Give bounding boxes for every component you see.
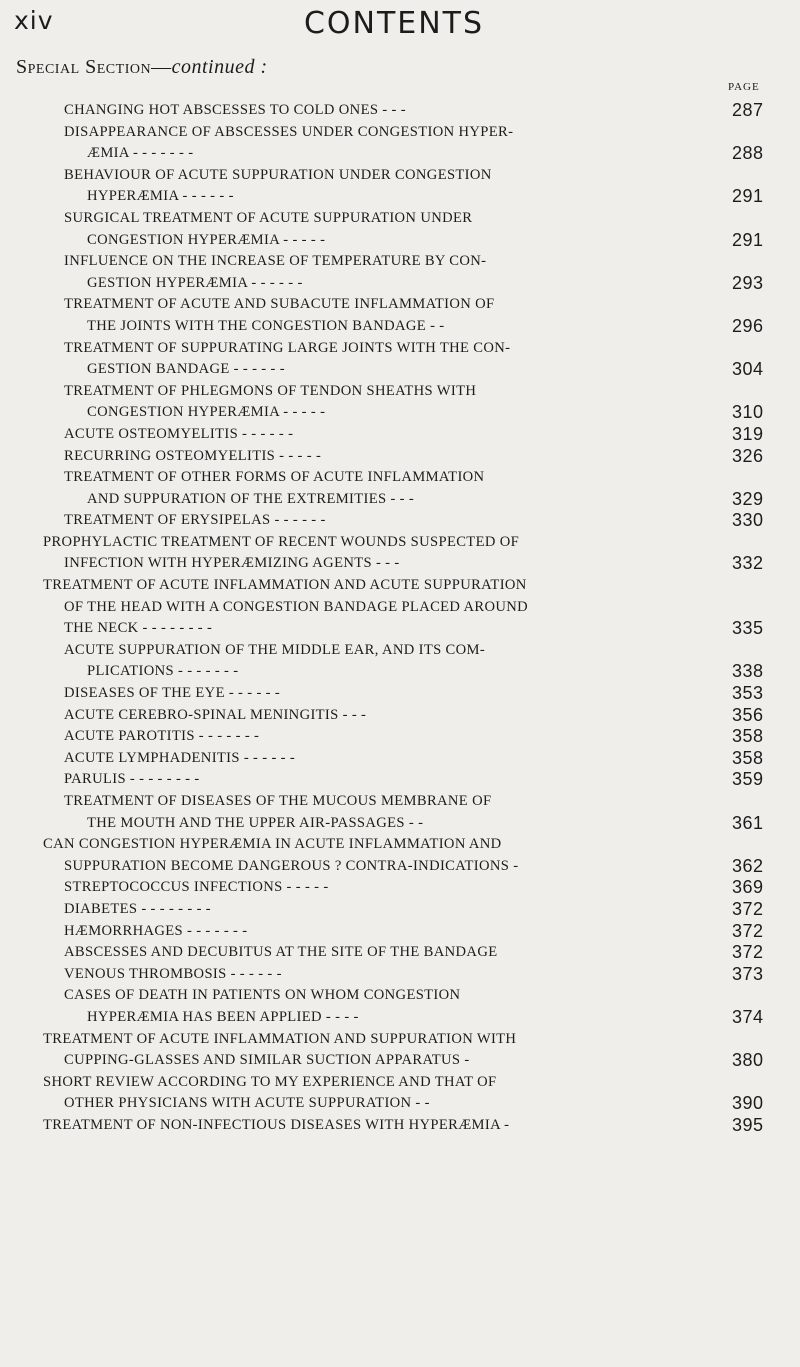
toc-entry-continuation [0, 230, 800, 252]
toc-page-number: 332 [732, 553, 764, 574]
toc-entry-text: TREATMENT OF OTHER FORMS OF ACUTE INFLAMMATION [64, 469, 485, 486]
toc-page-number: 330 [732, 510, 764, 531]
toc-page-number: 329 [732, 488, 764, 509]
toc-entry [0, 899, 800, 921]
toc-entry-text: PLICATIONS - - - - - - - [87, 663, 239, 680]
section-heading: Special Section—continued : [16, 56, 268, 78]
toc-entry [0, 769, 800, 791]
toc-entry [0, 338, 800, 360]
toc-entry [0, 921, 800, 943]
toc-entry-continuation [0, 856, 800, 878]
toc-entry [0, 424, 800, 446]
toc-entry-continuation [0, 553, 800, 575]
toc-entry-text: DIABETES - - - - - - - - [64, 900, 211, 917]
toc-entry-continuation [0, 1007, 800, 1029]
toc-entry-text: ACUTE SUPPURATION OF THE MIDDLE EAR, AND ITS COM- [64, 641, 486, 658]
toc-entry-text: TREATMENT OF NON-INFECTIOUS DISEASES WITH HYPERÆMIA - [43, 1116, 510, 1133]
toc-entry-continuation [0, 813, 800, 835]
toc-page-number: 304 [732, 359, 764, 380]
toc-page-number: 293 [732, 272, 764, 293]
toc-entry-text: CHANGING HOT ABSCESSES TO COLD ONES - - - [64, 102, 406, 118]
toc-entry-text: ACUTE CEREBRO-SPINAL MENINGITIS - - - [64, 706, 367, 723]
toc-entry-text: CUPPING-GLASSES AND SIMILAR SUCTION APPARATUS - [64, 1052, 470, 1069]
toc-entry-text: CASES OF DEATH IN PATIENTS ON WHOM CONGESTION [64, 987, 461, 1004]
toc-entry [0, 467, 800, 489]
toc-entry-text: INFLUENCE ON THE INCREASE OF TEMPERATURE BY CON- [64, 253, 487, 270]
toc-entry [0, 251, 800, 273]
toc-entry [0, 985, 800, 1007]
page-number-roman: xiv [14, 6, 54, 35]
toc-entry-text: DISAPPEARANCE OF ABSCESSES UNDER CONGESTION HYPER- [64, 123, 514, 140]
toc-entry-text: TREATMENT OF DISEASES OF THE MUCOUS MEMBRANE OF [64, 793, 492, 809]
toc-entry [0, 791, 800, 813]
toc-page-number: 369 [732, 877, 764, 898]
toc-entry-text: SHORT REVIEW ACCORDING TO MY EXPERIENCE AND THAT OF [43, 1073, 497, 1090]
section-name: Special Section [16, 56, 152, 78]
toc-entry-text: GESTION BANDAGE - - - - - - [87, 361, 285, 378]
toc-page-number: 359 [732, 769, 764, 790]
toc-entry-text: HYPERÆMIA HAS BEEN APPLIED - - - - [87, 1008, 359, 1025]
toc-entry [0, 510, 800, 532]
toc-entry-continuation [0, 661, 800, 683]
toc-page-number: 380 [732, 1050, 764, 1071]
table-of-contents [0, 100, 800, 1137]
toc-entry-text: AND SUPPURATION OF THE EXTREMITIES - - - [87, 490, 415, 507]
toc-entry [0, 1072, 800, 1094]
toc-entry-text: ÆMIA - - - - - - - [87, 145, 194, 162]
toc-entry-continuation [0, 1050, 800, 1072]
toc-entry [0, 1029, 800, 1051]
toc-page-number: 372 [732, 942, 764, 963]
toc-page-number: 358 [732, 747, 764, 768]
toc-entry-continuation [0, 402, 800, 424]
toc-entry-text: ACUTE PAROTITIS - - - - - - - [64, 728, 260, 745]
toc-entry [0, 964, 800, 986]
toc-entry-continuation [0, 316, 800, 338]
toc-entry-text: CAN CONGESTION HYPERÆMIA IN ACUTE INFLAMMATION AND [43, 836, 502, 853]
toc-entry [0, 532, 800, 554]
toc-page-number: 356 [732, 704, 764, 725]
toc-entry-text: INFECTION WITH HYPERÆMIZING AGENTS - - - [64, 555, 400, 572]
toc-entry-text: THE MOUTH AND THE UPPER AIR-PASSAGES - - [87, 814, 424, 831]
toc-entry-text: TREATMENT OF SUPPURATING LARGE JOINTS WITH THE CON- [64, 339, 511, 356]
toc-page-number: 291 [732, 229, 764, 250]
toc-entry-continuation [0, 143, 800, 165]
toc-entry [0, 942, 800, 964]
toc-page-number: 310 [732, 402, 764, 423]
toc-entry-text: CONGESTION HYPERÆMIA - - - - - [87, 404, 326, 421]
toc-entry [0, 877, 800, 899]
toc-entry-text: PARULIS - - - - - - - - [64, 771, 200, 788]
toc-page-number: 287 [732, 100, 764, 120]
toc-entry-text: BEHAVIOUR OF ACUTE SUPPURATION UNDER CONGESTION [64, 166, 492, 183]
toc-entry-text: ABSCESSES AND DECUBITUS AT THE SITE OF THE BANDAGE [64, 944, 498, 961]
toc-page-number: 338 [732, 661, 764, 682]
toc-entry-continuation [0, 489, 800, 511]
toc-entry-text: SUPPURATION BECOME DANGEROUS ? CONTRA-INDICATIONS - [64, 857, 519, 874]
toc-entry-text: RECURRING OSTEOMYELITIS - - - - - [64, 447, 322, 464]
toc-entry-text: SURGICAL TREATMENT OF ACUTE SUPPURATION UNDER [64, 209, 473, 226]
toc-entry [0, 381, 800, 403]
page-title: CONTENTS [303, 6, 485, 41]
toc-entry-text: THE NECK - - - - - - - - [64, 620, 213, 637]
toc-entry-text: HÆMORRHAGES - - - - - - - [64, 922, 248, 939]
toc-entry [0, 1115, 800, 1137]
toc-page-number: 373 [732, 963, 764, 984]
toc-entry-text: TREATMENT OF ACUTE INFLAMMATION AND ACUTE SUPPURATION [43, 577, 527, 594]
toc-entry-text: TREATMENT OF PHLEGMONS OF TENDON SHEATHS WITH [64, 382, 477, 399]
toc-entry [0, 208, 800, 230]
toc-entry [0, 726, 800, 748]
toc-entry [0, 575, 800, 597]
toc-entry-text: TREATMENT OF ERYSIPELAS - - - - - - [64, 512, 326, 529]
toc-page-number: 296 [732, 315, 764, 336]
page-header [14, 6, 774, 46]
toc-entry-text: PROPHYLACTIC TREATMENT OF RECENT WOUNDS SUSPECTED OF [43, 533, 520, 550]
toc-entry [0, 122, 800, 144]
section-continued: continued : [171, 56, 268, 78]
toc-entry-continuation [0, 359, 800, 381]
toc-entry-text: VENOUS THROMBOSIS - - - - - - [64, 965, 282, 982]
toc-entry-text: ACUTE LYMPHADENITIS - - - - - - [64, 749, 296, 766]
toc-entry-text: CONGESTION HYPERÆMIA - - - - - [87, 231, 326, 248]
page-column-label: PAGE [728, 81, 760, 93]
toc-page-number: 374 [732, 1006, 764, 1027]
toc-page-number: 326 [732, 445, 764, 466]
toc-entry-continuation [0, 618, 800, 640]
toc-entry-text: TREATMENT OF ACUTE AND SUBACUTE INFLAMMATION OF [64, 296, 495, 313]
toc-entry-text: DISEASES OF THE EYE - - - - - - [64, 685, 281, 702]
toc-entry-text: ACUTE OSTEOMYELITIS - - - - - - [64, 425, 294, 442]
toc-entry [0, 683, 800, 705]
toc-entry [0, 294, 800, 316]
toc-page-number: 390 [732, 1093, 764, 1114]
toc-page-number: 372 [732, 898, 764, 919]
toc-page-number: 395 [732, 1114, 764, 1135]
toc-page-number: 288 [732, 143, 764, 164]
toc-entry-text: TREATMENT OF ACUTE INFLAMMATION AND SUPPURATION WITH [43, 1030, 517, 1047]
toc-entry-continuation [0, 1093, 800, 1115]
toc-page-number: 353 [732, 683, 764, 704]
toc-entry-text: OF THE HEAD WITH A CONGESTION BANDAGE PLACED AROUND [64, 598, 529, 615]
toc-page-number: 372 [732, 920, 764, 941]
toc-page-number: 291 [732, 186, 764, 207]
toc-page-number: 361 [732, 812, 764, 833]
toc-entry-text: GESTION HYPERÆMIA - - - - - - [87, 274, 303, 291]
toc-entry-text: OTHER PHYSICIANS WITH ACUTE SUPPURATION - - [64, 1095, 430, 1112]
toc-entry [0, 100, 800, 122]
toc-entry-text: STREPTOCOCCUS INFECTIONS - - - - - [64, 879, 329, 896]
toc-page-number: 319 [732, 423, 764, 444]
toc-entry-text: THE JOINTS WITH THE CONGESTION BANDAGE - - [87, 317, 445, 334]
toc-page-number: 358 [732, 726, 764, 747]
toc-entry-continuation [0, 273, 800, 295]
toc-entry-continuation [0, 597, 800, 619]
toc-entry [0, 165, 800, 187]
toc-entry [0, 640, 800, 662]
toc-entry [0, 705, 800, 727]
toc-entry [0, 834, 800, 856]
toc-page-number: 335 [732, 618, 764, 639]
toc-entry-text: HYPERÆMIA - - - - - - [87, 188, 234, 205]
toc-entry-continuation [0, 186, 800, 208]
toc-entry [0, 446, 800, 468]
toc-entry [0, 748, 800, 770]
toc-page-number: 362 [732, 855, 764, 876]
